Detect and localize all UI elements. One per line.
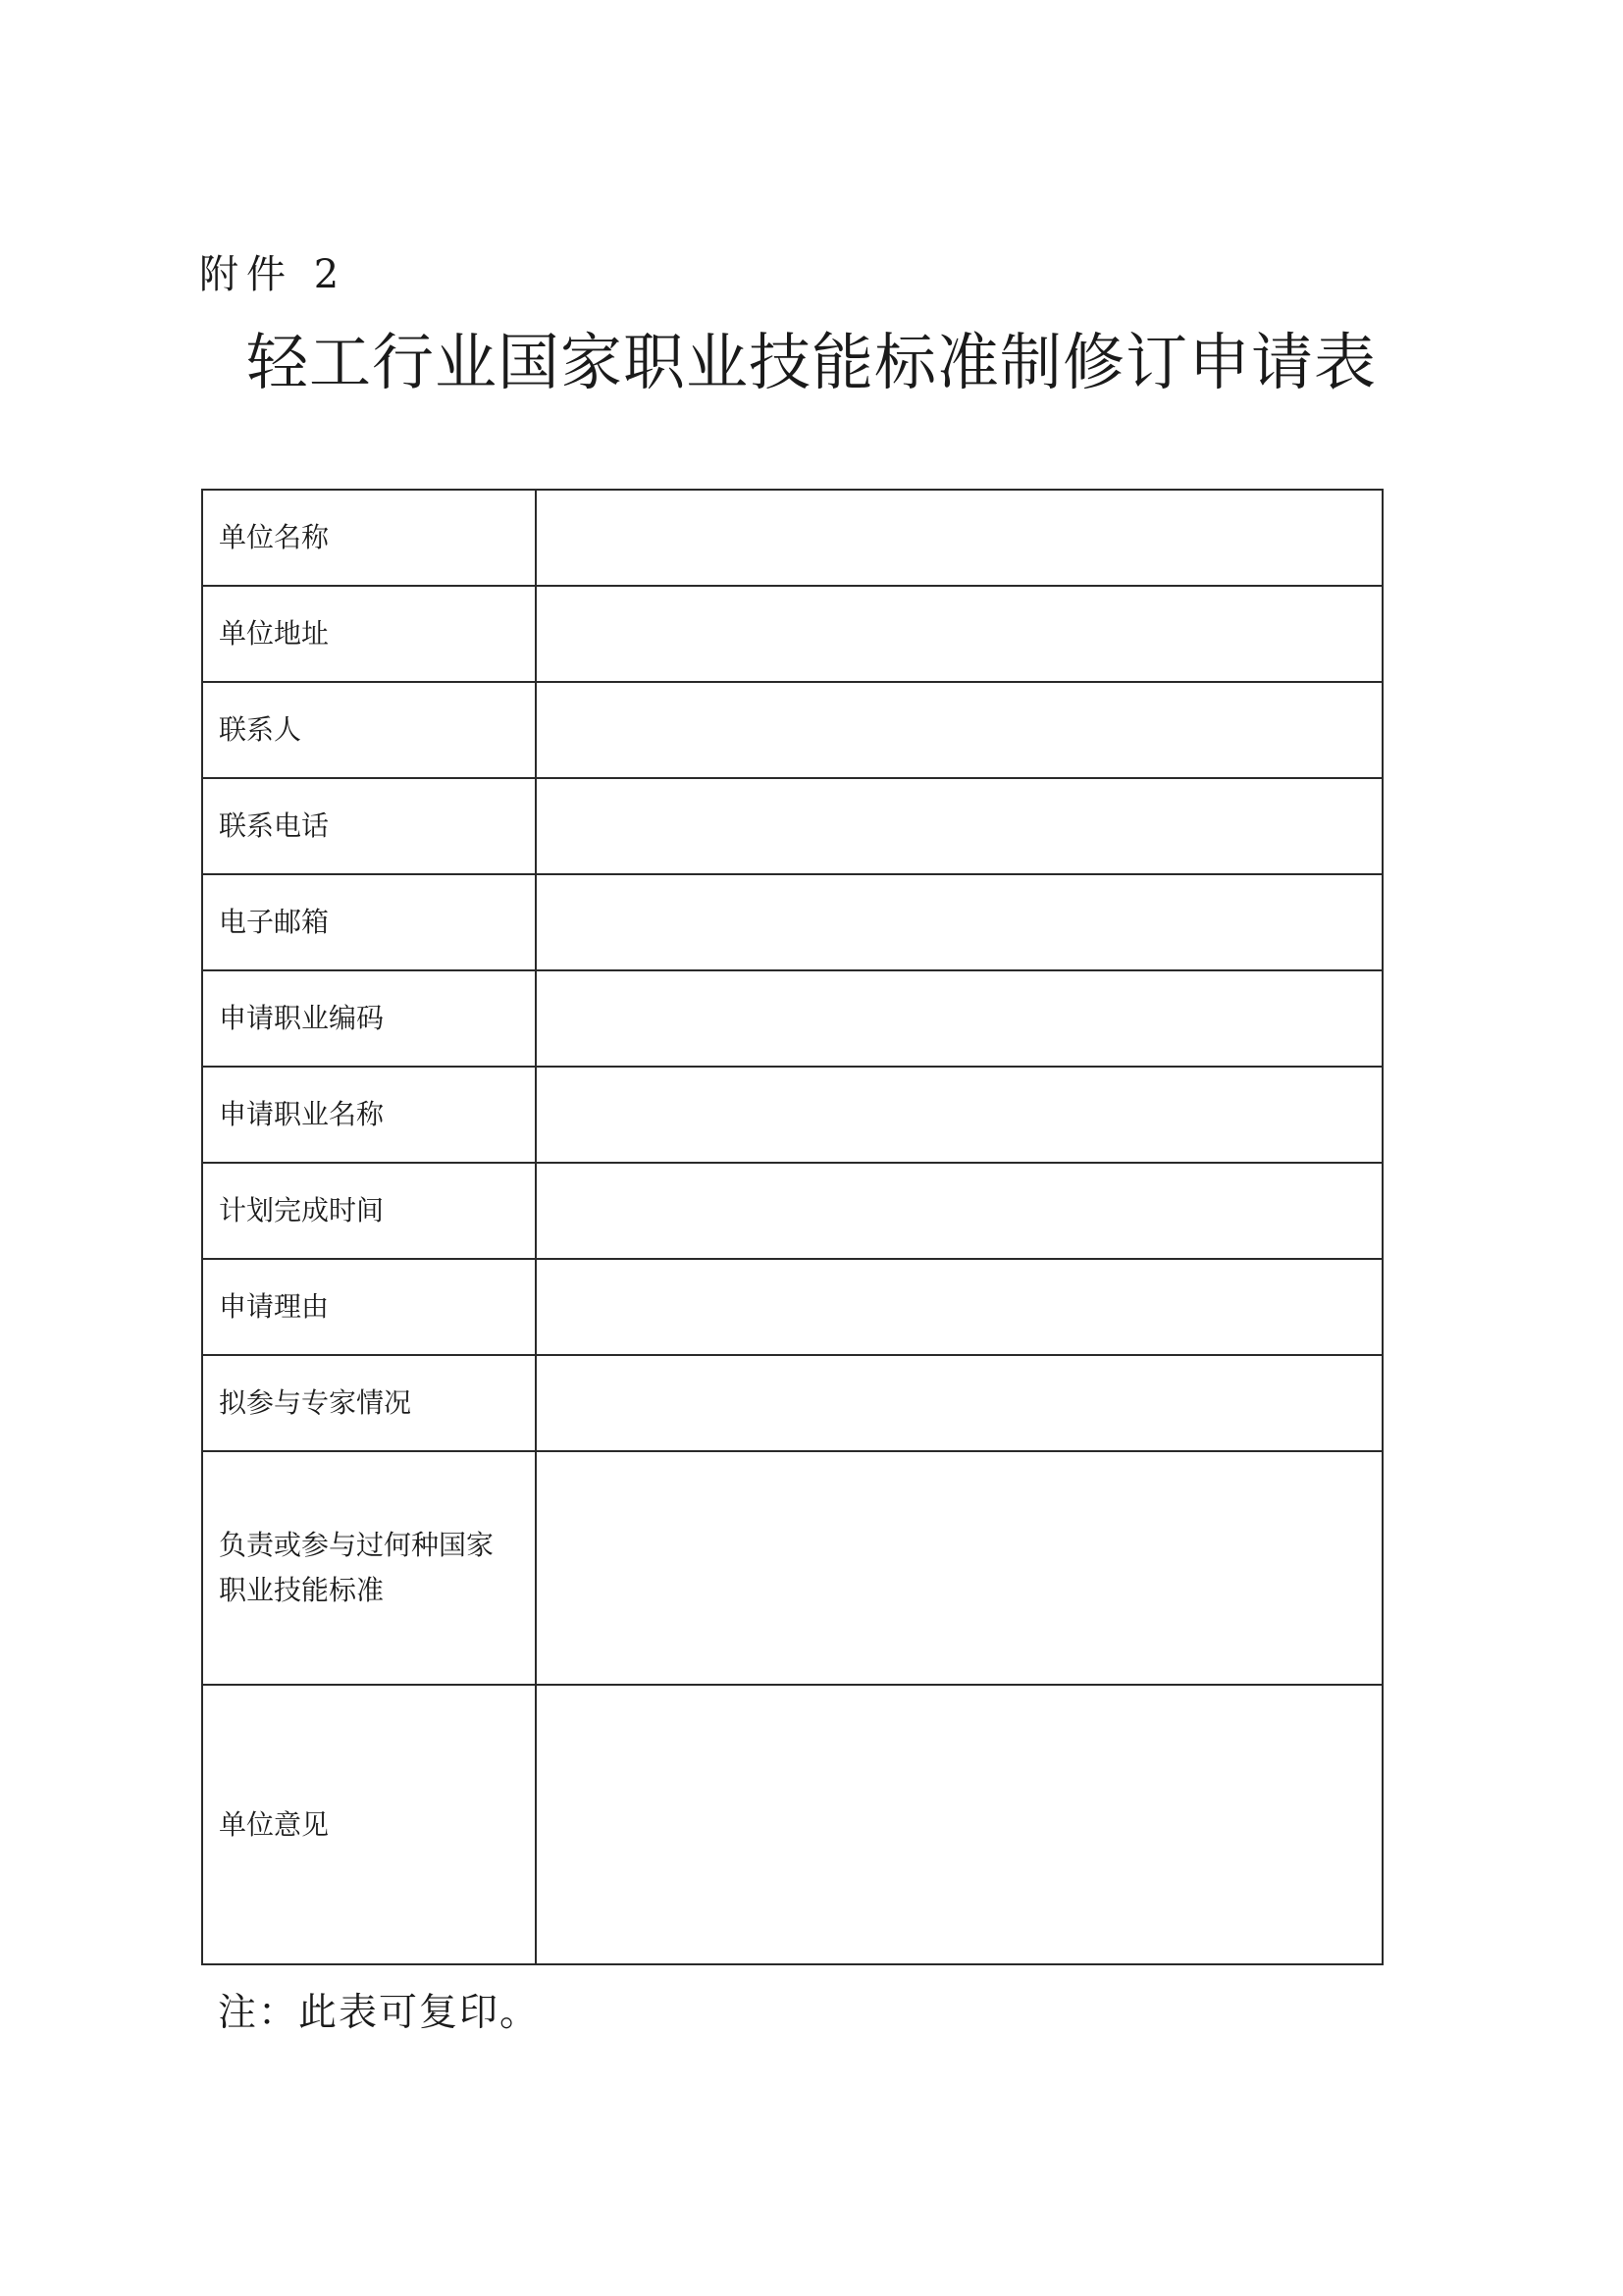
field-label-contact-person: 联系人 bbox=[202, 682, 536, 778]
field-label-occupation-code: 申请职业编码 bbox=[202, 970, 536, 1067]
form-row-prior-standards bbox=[202, 1451, 1383, 1685]
form-row-occupation-name bbox=[202, 1067, 1383, 1163]
field-label-prior-standards-line1: 负责或参与过何种国家 bbox=[219, 1529, 495, 1561]
form-row-contact-person bbox=[202, 682, 1383, 778]
form-row-email bbox=[202, 874, 1383, 970]
field-label-unit-opinion: 单位意见 bbox=[202, 1685, 536, 1964]
field-label-email: 电子邮箱 bbox=[202, 874, 536, 970]
field-value-unit-name[interactable] bbox=[536, 490, 1383, 586]
field-value-unit-address[interactable] bbox=[536, 586, 1383, 682]
field-label-experts: 拟参与专家情况 bbox=[202, 1355, 536, 1451]
field-label-prior-standards-line2: 职业技能标准 bbox=[219, 1574, 385, 1606]
field-label-unit-name: 单位名称 bbox=[202, 490, 536, 586]
form-row-experts bbox=[202, 1355, 1383, 1451]
attachment-label: 附件 2 bbox=[199, 252, 347, 297]
field-value-unit-opinion[interactable] bbox=[536, 1685, 1383, 1964]
footer-note: 注：此表可复印。 bbox=[218, 1991, 541, 2035]
form-row-unit-address bbox=[202, 586, 1383, 682]
field-value-reason[interactable] bbox=[536, 1259, 1383, 1355]
field-label-prior-standards bbox=[202, 1451, 536, 1685]
form-row-contact-phone bbox=[202, 778, 1383, 874]
field-value-experts[interactable] bbox=[536, 1355, 1383, 1451]
field-value-occupation-code[interactable] bbox=[536, 970, 1383, 1067]
field-label-reason: 申请理由 bbox=[202, 1259, 536, 1355]
field-value-email[interactable] bbox=[536, 874, 1383, 970]
form-row-occupation-code bbox=[202, 970, 1383, 1067]
field-label-unit-address: 单位地址 bbox=[202, 586, 536, 682]
form-title: 轻工行业国家职业技能标准制修订申请表 bbox=[246, 327, 1377, 398]
field-value-planned-completion[interactable] bbox=[536, 1163, 1383, 1259]
field-value-contact-person[interactable] bbox=[536, 682, 1383, 778]
form-row-reason bbox=[202, 1259, 1383, 1355]
form-row-planned-completion bbox=[202, 1163, 1383, 1259]
field-value-occupation-name[interactable] bbox=[536, 1067, 1383, 1163]
form-row-unit-name bbox=[202, 490, 1383, 586]
field-label-occupation-name: 申请职业名称 bbox=[202, 1067, 536, 1163]
field-label-contact-phone: 联系电话 bbox=[202, 778, 536, 874]
application-form-table bbox=[201, 489, 1384, 1965]
field-label-planned-completion: 计划完成时间 bbox=[202, 1163, 536, 1259]
field-value-prior-standards[interactable] bbox=[536, 1451, 1383, 1685]
form-row-unit-opinion bbox=[202, 1685, 1383, 1964]
field-value-contact-phone[interactable] bbox=[536, 778, 1383, 874]
